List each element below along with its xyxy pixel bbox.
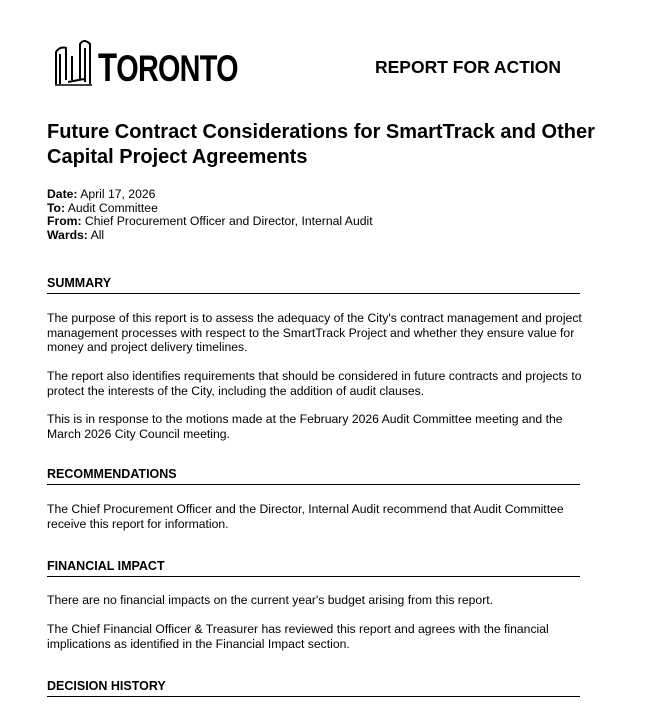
financial-impact-heading: FINANCIAL IMPACT: [47, 559, 580, 577]
report-title: Future Contract Considerations for SmartTrack and Other Capital Project Agreements: [47, 121, 595, 168]
financial-impact-paragraph: The Chief Financial Officer & Treasurer has reviewed this report and agrees with the financial implications as identified in the Financial Impact section.: [47, 622, 549, 651]
recommendations-paragraph: The Chief Procurement Officer and the Director, Internal Audit recommend that Audit Committee receive this report for information.: [47, 502, 564, 531]
meta-wards: Wards: All: [47, 227, 105, 242]
meta-from: From: Chief Procurement Officer and Director, Internal Audit: [47, 214, 373, 228]
city-hall-icon: [54, 38, 94, 86]
financial-impact-paragraph: There are no financial impacts on the current year's budget arising from this report.: [47, 593, 494, 607]
summary-paragraph: This is in response to the motions made at the February 2026 Audit Committee meeting and the March 2026 City Council meeting.: [47, 412, 563, 441]
toronto-logo: [54, 38, 277, 90]
summary-paragraph: The report also identifies requirements that should be considered in future contracts and projects to protect the interests of the City, including the addition of audit clauses.: [47, 369, 582, 398]
report-type-label: REPORT FOR ACTION: [375, 57, 562, 77]
decision-history-heading: DECISION HISTORY: [47, 679, 580, 697]
logo-wordmark: TORONTO: [98, 46, 238, 90]
summary-paragraph: The purpose of this report is to assess the adequacy of the City's contract management and project management processes with respect to the SmartTrack Project and whether they ensure value for money and project delivery timelines.: [47, 311, 582, 355]
meta-date: Date: April 17, 2026: [47, 187, 156, 201]
report-meta: [47, 188, 373, 242]
recommendations-heading: RECOMMENDATIONS: [47, 467, 580, 485]
summary-heading: SUMMARY: [47, 276, 580, 294]
meta-to: To: Audit Committee: [47, 200, 158, 215]
